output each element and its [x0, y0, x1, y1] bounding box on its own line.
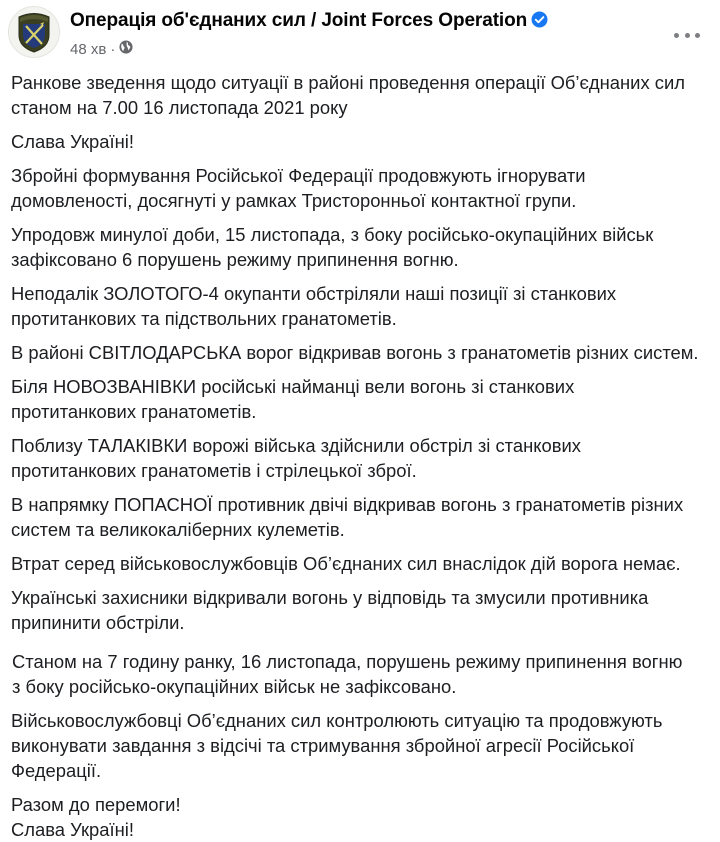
paragraph-control: Військовослужбовці Об’єднаних сил контролюють ситуацію та продовжують виконувати завдання з відсічі та стримування збройної агресії Російської Федерації. — [11, 710, 663, 781]
paragraph-zolote: Неподалік ЗОЛОТОГО-4 окупанти обстріляли наші позиції зі станкових протитанкових та підствольних гранатометів. — [11, 283, 617, 329]
paragraph-greeting: Слава Україні! — [11, 131, 134, 152]
more-dot — [685, 33, 690, 38]
paragraph-closing: Разом до перемоги! Слава Україні! — [11, 794, 181, 840]
paragraph-svitlodarsk: В районі СВІТЛОДАРСЬКА ворог відкривав вогонь з гранатометів різних систем. — [11, 342, 699, 363]
paragraph-popasna: В напрямку ПОПАСНОЇ противник двічі відкривав вогонь з гранатометів різних систем та великокаліберних кулеметів. — [11, 494, 684, 540]
paragraph-morning-status: Станом на 7 годину ранку, 16 листопада, порушень режиму припинення вогню з боку російсько-окупаційних військ не зафіксовано. — [12, 651, 683, 697]
paragraph-violations: Упродовж минулої доби, 15 листопада, з боку російсько-окупаційних військ зафіксовано 6 порушень режиму припинення вогню. — [11, 224, 654, 270]
paragraph-agreements: Збройні формування Російської Федерації продовжують ігнорувати домовленості, досягнуті у рамках Тристоронньої контактної групи. — [11, 165, 586, 211]
military-shield-emblem-icon — [16, 11, 52, 53]
more-dot — [674, 33, 679, 38]
avatar[interactable] — [8, 6, 60, 58]
paragraph-losses: Втрат серед військовослужбовців Об’єднаних сил внаслідок дій ворога немає. — [11, 553, 681, 574]
paragraph-heading: Ранкове зведення щодо ситуації в районі проведення операції Об’єднаних сил станом на 7.00 16 листопада 2021 року — [11, 72, 685, 118]
paragraph-response: Українські захисники відкривали вогонь у відповідь та змусили противника припинити обстріли. — [11, 587, 649, 633]
meta-separator: · — [110, 40, 116, 58]
globe-icon[interactable] — [119, 40, 133, 58]
paragraph-talakivka: Поблизу ТАЛАКІВКИ ворожі війська здійснили обстріл зі станкових протитанкових гранатометів і стрілецької зброї. — [11, 435, 582, 481]
more-options-button[interactable] — [674, 28, 700, 42]
page-name-link[interactable] — [70, 10, 548, 34]
paragraph-novozvanivka: Біля НОВОЗВАНІВКИ російські найманці вели вогонь зі станкових протитанкових гранатометів. — [11, 376, 575, 422]
verified-badge-icon — [531, 11, 548, 34]
post-header — [8, 6, 720, 62]
post-meta — [70, 40, 133, 58]
post-body — [11, 70, 711, 842]
post-timestamp[interactable]: 48 хв — [70, 40, 107, 58]
page-name-text: Операція об'єднаних сил / Joint Forces Operation — [70, 10, 528, 31]
more-dot — [695, 33, 700, 38]
